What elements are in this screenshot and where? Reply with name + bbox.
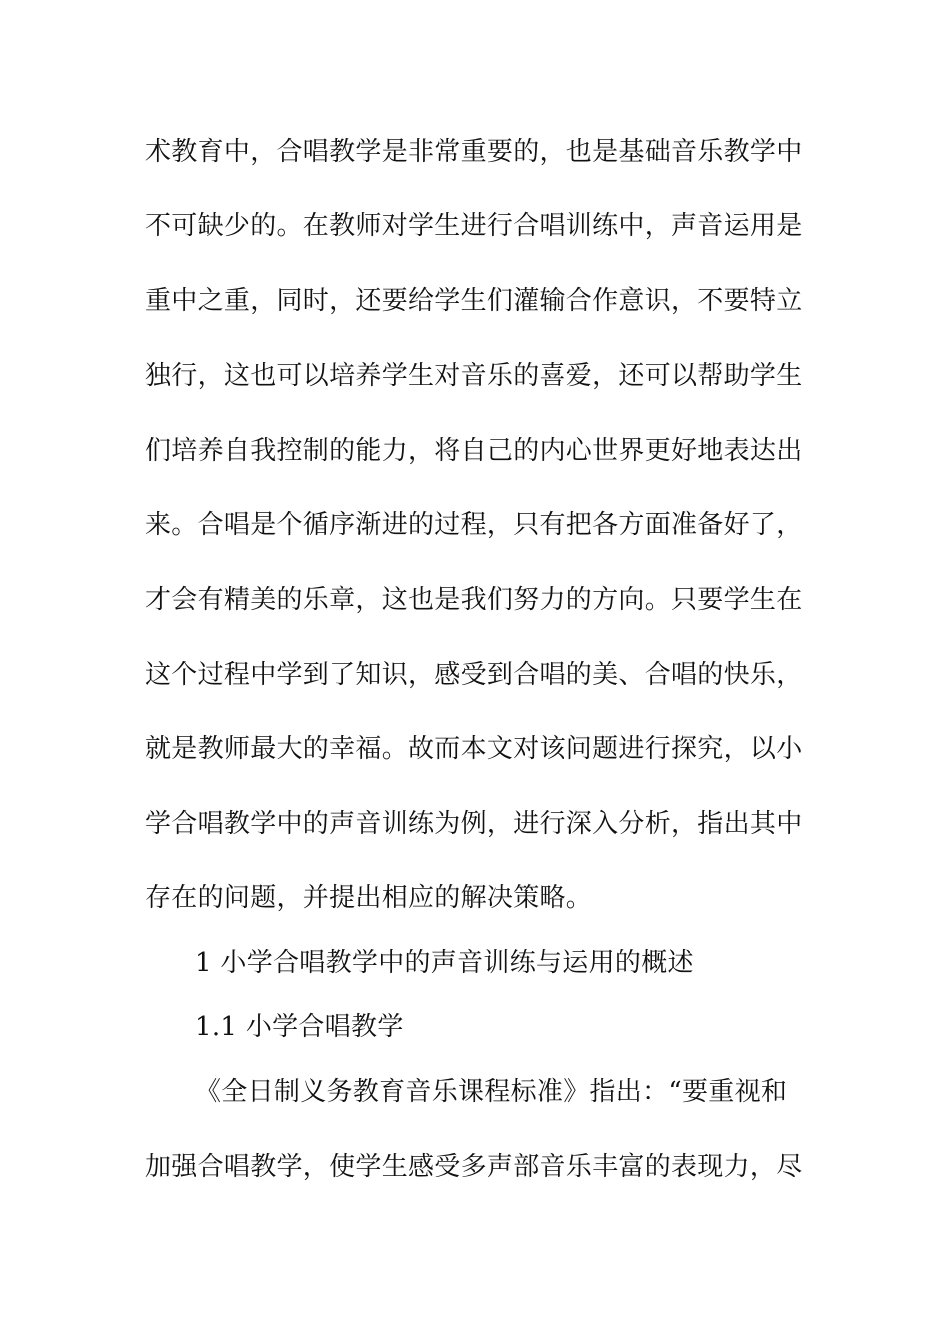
paragraph-line: 不可缺少的。在教师对学生进行合唱训练中，声音运用是 [145,211,803,241]
subsection-heading: 1.1 小学合唱教学 [195,1012,404,1042]
paragraph-line: 这个过程中学到了知识，感受到合唱的美、合唱的快乐， [145,660,803,690]
paragraph-line: 术教育中，合唱教学是非常重要的，也是基础音乐教学中 [145,137,803,167]
paragraph-line: 独行，这也可以培养学生对音乐的喜爱，还可以帮助学生 [145,361,803,391]
paragraph-line: 们培养自我控制的能力，将自己的内心世界更好地表达出 [145,436,803,466]
paragraph-line: 学合唱教学中的声音训练为例，进行深入分析，指出其中 [145,809,803,839]
paragraph-line: 才会有精美的乐章，这也是我们努力的方向。只要学生在 [145,585,803,615]
paragraph-line: 加强合唱教学，使学生感受多声部音乐丰富的表现力，尽 [145,1152,803,1182]
paragraph-line: 《全日制义务教育音乐课程标准》指出：“要重视和 [195,1077,788,1107]
paragraph-line: 重中之重，同时，还要给学生们灌输合作意识，不要特立 [145,286,803,316]
section-heading: 1 小学合唱教学中的声音训练与运用的概述 [195,948,694,978]
paragraph-line: 就是教师最大的幸福。故而本文对该问题进行探究，以小 [145,734,803,764]
paragraph-line: 来。合唱是个循序渐进的过程，只有把各方面准备好了， [145,510,803,540]
paragraph-line: 存在的问题，并提出相应的解决策略。 [145,883,593,913]
